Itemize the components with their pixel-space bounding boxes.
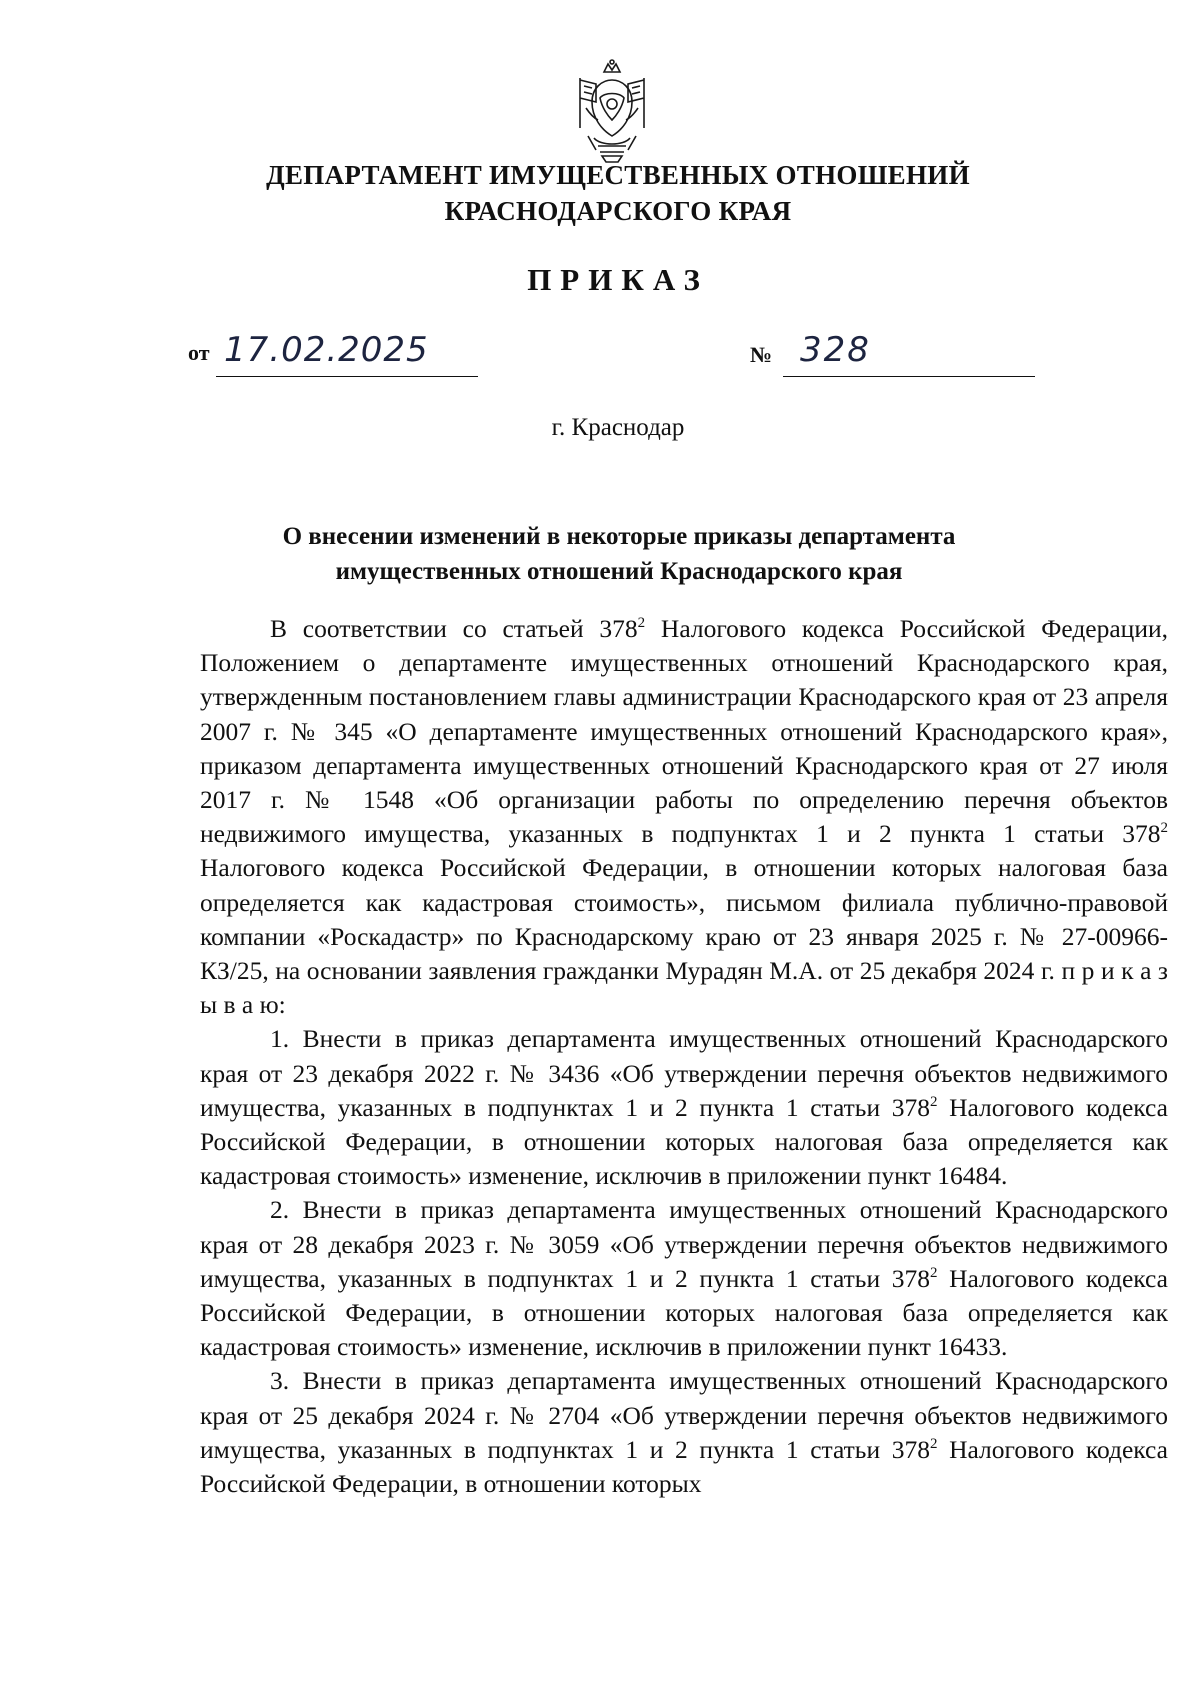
handwritten-number: 328 xyxy=(800,330,871,370)
department-name-line-1: ДЕПАРТАМЕНТ ИМУЩЕСТВЕННЫХ ОТНОШЕНИЙ xyxy=(266,160,970,190)
order-body xyxy=(200,612,1168,1501)
order-item-1: 1. Внести в приказ департамента имущественных отношений Краснодарского края от 23 декабря 2022 г. № 3436 «Об утверждении перечня объектов недвижимого имущества, указанных в подпунктах 1 и 2 пункта 1 статьи $378^2$ Налогового кодекса Российской Федерации, в отношении которых налоговая база определяется как кадастровая стоимость» изменение, исключив в приложении пункт 16484. xyxy=(200,1024,1168,1191)
preamble-paragraph: В соответствии со статьей $378^2$ Налогового кодекса Российской Федерации, Положением о департаменте имущественных отношений Краснодарского края, утвержденным постановлением главы администрации Краснодарского края от 23 апреля 2007 г. № 345 «О департаменте имущественных отношений Краснодарского края», приказом департамента имущественных отношений Краснодарского края от 27 июля 2017 г. № 1548 «Об организации работы по определению перечня объектов недвижимого имущества, указанных в подпунктах 1 и 2 пункта 1 статьи $378^2$ Налогового кодекса Российской Федерации, в отношении которых налоговая база определяется как кадастровая стоимость», письмом филиала публично-правовой компании «Роскадастр» по Краснодарскому краю от 23 января 2025 г. № 27-00966-КЗ/25, на основании заявления гражданки Мурадян М.А. от 25 декабря 2024 г. п р и к а з ы в а ю: xyxy=(200,614,1169,1020)
order-item-3: 3. Внести в приказ департамента имущественных отношений Краснодарского края от 25 декабря 2024 г. № 2704 «Об утверждении перечня объектов недвижимого имущества, указанных в подпунктах 1 и 2 пункта 1 статьи $378^2$ Налогового кодекса Российской Федерации, в отношении которых xyxy=(200,1366,1168,1499)
number-underline xyxy=(783,376,1035,377)
order-word: п р и к а з ы в а ю: xyxy=(200,956,1169,1020)
order-subject xyxy=(198,519,1040,589)
date-prefix: от xyxy=(188,340,210,365)
handwritten-date: 17.02.2025 xyxy=(224,330,429,370)
subject-line-2: имущественных отношений Краснодарского края xyxy=(335,558,903,585)
document-type-title: ПРИКАЗ xyxy=(527,262,709,297)
subject-line-1: О внесении изменений в некоторые приказы департамента xyxy=(282,523,956,550)
date-underline xyxy=(216,376,478,377)
order-item-2: 2. Внести в приказ департамента имущественных отношений Краснодарского края от 28 декабря 2023 г. № 3059 «Об утверждении перечня объектов недвижимого имущества, указанных в подпунктах 1 и 2 пункта 1 статьи $378^2$ Налогового кодекса Российской Федерации, в отношении которых налоговая база определяется как кадастровая стоимость» изменение, исключив в приложении пункт 16433. xyxy=(200,1195,1168,1362)
department-name-line-2: КРАСНОДАРСКОГО КРАЯ xyxy=(444,196,792,226)
coat-of-arms-icon xyxy=(570,58,654,164)
city-line: г. Краснодар xyxy=(551,414,685,441)
number-prefix: № xyxy=(750,342,773,367)
